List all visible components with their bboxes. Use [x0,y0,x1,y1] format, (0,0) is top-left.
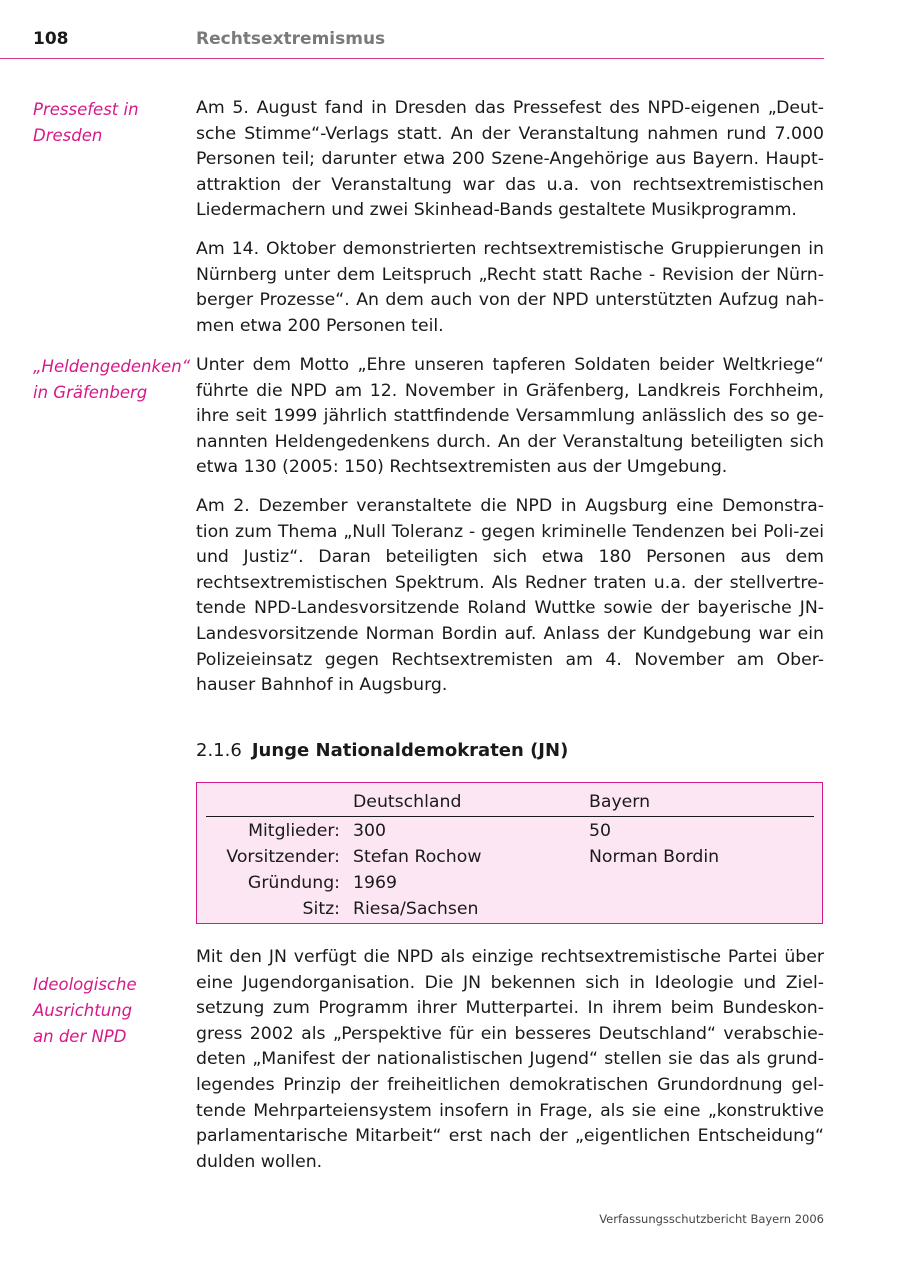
table-row [197,847,822,873]
page-header [0,0,824,59]
paragraph-augsburg: Am 2. Dezember veranstaltete die NPD in Augsburg eine Demonstra-tion zum Thema „Null Toleranz - gegen kriminelle Tendenzen bei Poli-zei und Justiz“. Daran beteiligten sich etwa 180 Personen aus dem rechtsextremistischen Spektrum. Als Redner traten u.a. der stellvertre-tende NPD-Landesvorsitzende Roland Wuttke sowie der bayerische JN-Landesvorsitzende Norman Bordin auf. Anlass der Kundgebung war ein Polizeieinsatz gegen Rechtsextremisten am 4. November am Ober-hauser Bahnhof in Augsburg. [196,496,824,696]
table-row [197,873,822,899]
cell-deutschland: Riesa/Sachsen [353,899,479,919]
section-number: 2.1.6 [196,740,242,761]
margin-note-line: an der NPD [33,1027,127,1046]
cell-deutschland: 300 [353,821,386,841]
row-label: Mitglieder: [248,821,340,841]
info-table-header [197,783,822,817]
page-footer: Verfassungsschutzbericht Bayern 2006 [599,1212,824,1226]
row-label: Sitz: [302,899,340,919]
cell-deutschland: 1969 [353,873,397,893]
table-row [197,899,822,925]
column-header-bayern: Bayern [589,792,651,812]
column-header-deutschland: Deutschland [353,792,462,812]
section-title: Junge Nationaldemokraten (JN) [251,740,569,761]
paragraph-nuernberg: Am 14. Oktober demonstrierten rechtsextremistische Gruppierungen in Nürnberg unter dem Leitspruch „Recht statt Rache - Revision der Nürn-berger Prozesse“. An dem auch von der NPD unterstützten Aufzug nah-men etwa 200 Personen teil. [196,239,824,336]
margin-note-line: Ausrichtung [33,1001,133,1020]
table-row [197,821,822,847]
margin-note-line: „Heldengedenken“ [33,357,191,376]
margin-note-line: Ideologische [33,975,137,994]
margin-note-ideologie [33,972,193,1050]
page-number: 108 [33,29,69,49]
cell-bayern: Norman Bordin [589,847,720,867]
paragraph-graefenberg: Unter dem Motto „Ehre unseren tapferen Soldaten beider Weltkriege“ führte die NPD am 12. November in Gräfenberg, Landkreis Forchheim, ihre seit 1999 jährlich stattfindende Versammlung anlässlich des so ge-nannten Heldengedenkens durch. An der Veranstaltung beteiligten sich etwa 130 (2005: 150) Rechtsextremisten aus der Umgebung. [196,355,824,478]
paragraph-jn-ideologie: Mit den JN verfügt die NPD als einzige rechtsextremistische Partei über eine Jugendorganisation. Die JN bekennen sich in Ideologie und Ziel-setzung zum Programm ihrer Mutterpartei. In ihrem beim Bundeskon-gress 2002 als „Perspektive für ein besseres Deutschland“ verabschie-deten „Manifest der nationalistischen Jugend“ stellen sie das als grund-legendes Prinzip der freiheitlichen demokratischen Grundordnung gel-tende Mehrparteiensystem insofern in Frage, als sie eine „konstruktive parlamentarische Mitarbeit“ erst nach der „eigentlichen Entscheidung“ dulden wollen. [196,947,824,1172]
cell-deutschland: Stefan Rochow [353,847,482,867]
cell-bayern: 50 [589,821,611,841]
margin-note-line: Dresden [33,126,103,145]
paragraph-pressefest: Am 5. August fand in Dresden das Pressefest des NPD-eigenen „Deut-sche Stimme“-Verlags statt. An der Veranstaltung nahmen rund 7.000 Personen teil; darunter etwa 200 Szene-Angehörige aus Bayern. Haupt-attraktion der Veranstaltung war das u.a. von rechtsextremistischen Liedermachern und zwei Skinhead-Bands gestaltete Musikprogramm. [196,98,824,221]
row-label: Gründung: [247,873,340,893]
row-label: Vorsitzender: [226,847,340,867]
chapter-title: Rechtsextremismus [196,29,386,49]
margin-note-line: in Gräfenberg [33,383,148,402]
margin-note-pressefest [33,97,193,149]
info-table-rule [206,816,814,817]
margin-note-line: Pressefest in [33,100,139,119]
section-heading [196,740,568,761]
margin-note-heldengedenken [33,354,193,406]
jn-info-box [196,782,823,924]
